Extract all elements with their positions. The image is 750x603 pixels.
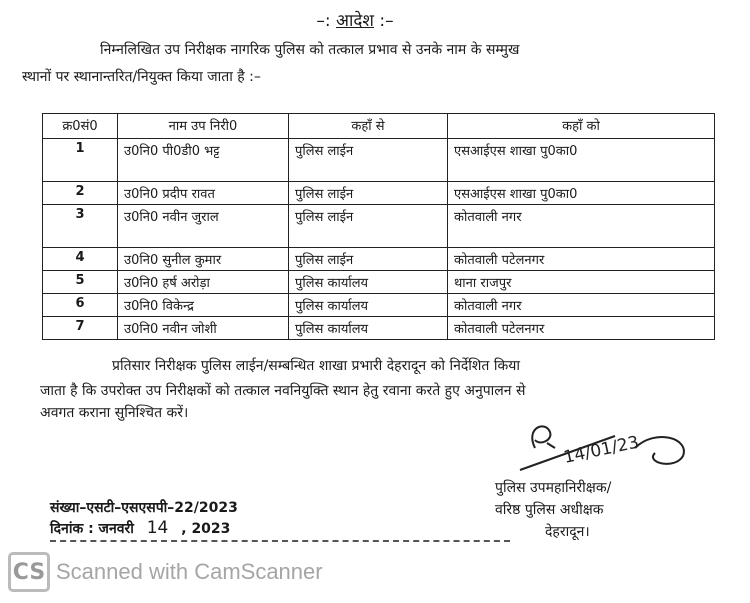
serial-cell: 6 [43,294,118,317]
header-from: कहाँ से [289,114,448,139]
signatory-line-3: देहरादून। [545,524,590,540]
instruction-line-3: अवगत कराना सुनिश्चित करें। [40,405,189,421]
serial-cell: 7 [43,317,118,340]
name-cell: उ0नि0 विकेन्द्र [118,294,289,317]
signatory-line-2: वरिष्ठ पुलिस अधीक्षक [495,502,604,518]
name-cell: उ0नि0 नवीन जोशी [118,317,289,340]
table-row [43,139,715,182]
from-cell: पुलिस कार्यालय [289,294,448,317]
name-cell: उ0नि0 नवीन जुराल [118,205,289,248]
from-cell: पुलिस लाईन [289,139,448,182]
table-row [43,182,715,205]
table-row [43,248,715,271]
from-cell: पुलिस लाईन [289,182,448,205]
reference-date [50,518,230,538]
table-row [43,294,715,317]
serial-cell: 2 [43,182,118,205]
to-cell: थाना राजपुर [448,271,715,294]
to-cell: कोतवाली नगर [448,294,715,317]
transfer-table [42,113,715,340]
title-text: आदेश [336,11,374,31]
reference-number: संख्या–एसटी–एसएसपी–22/2023 [50,500,238,516]
table-header-row [43,114,715,139]
date-day-handwritten: 14 [146,518,169,538]
title-prefix: –: [316,11,331,31]
serial-cell: 1 [43,139,118,182]
date-label: दिनांक : जनवरी [50,521,134,537]
to-cell: कोतवाली पटेलनगर [448,317,715,340]
to-cell: कोतवाली नगर [448,205,715,248]
camscanner-text: Scanned with CamScanner [56,559,323,584]
signature-scribble-icon [505,418,695,483]
serial-cell: 5 [43,271,118,294]
instruction-line-2: जाता है कि उपरोक्त उप निरीक्षकों को तत्काल नवनियुक्ति स्थान हेतु रवाना करते हुए अनुपालन से [40,383,526,399]
camscanner-logo-icon: CS [8,552,50,592]
to-cell: एसआईएस शाखा पु0का0 [448,139,715,182]
date-year: , 2023 [181,521,231,537]
header-name: नाम उप निरी0 [118,114,289,139]
camscanner-watermark [8,552,323,592]
to-cell: एसआईएस शाखा पु0का0 [448,182,715,205]
cut-off-text-line [50,540,510,546]
name-cell: उ0नि0 प्रदीप रावत [118,182,289,205]
table-row [43,271,715,294]
from-cell: पुलिस कार्यालय [289,271,448,294]
title-suffix: :– [379,11,394,31]
name-cell: उ0नि0 हर्ष अरोड़ा [118,271,289,294]
handwritten-signature [505,418,695,487]
from-cell: पुलिस लाईन [289,205,448,248]
intro-line-2: स्थानों पर स्थानान्तरित/नियुक्त किया जाता है :– [22,69,261,85]
table-row [43,317,715,340]
serial-cell: 4 [43,248,118,271]
to-cell: कोतवाली पटेलनगर [448,248,715,271]
header-to: कहाँ को [448,114,715,139]
from-cell: पुलिस कार्यालय [289,317,448,340]
intro-line-1: निम्नलिखित उप निरीक्षक नागरिक पुलिस को तत्काल प्रभाव से उनके नाम के सम्मुख [100,42,520,58]
name-cell: उ0नि0 सुनील कुमार [118,248,289,271]
table-row [43,205,715,248]
order-title [0,8,710,31]
signatory-line-1: पुलिस उपमहानिरीक्षक/ [495,480,612,496]
name-cell: उ0नि0 पी0डी0 भट्ट [118,139,289,182]
from-cell: पुलिस लाईन [289,248,448,271]
serial-cell: 3 [43,205,118,248]
instruction-line-1: प्रतिसार निरीक्षक पुलिस लाईन/सम्बन्धित शाखा प्रभारी देहरादून को निर्देशित किया [112,358,520,374]
signature-date: 14/01/23 [561,432,641,468]
header-serial: क्र0सं0 [43,114,118,139]
